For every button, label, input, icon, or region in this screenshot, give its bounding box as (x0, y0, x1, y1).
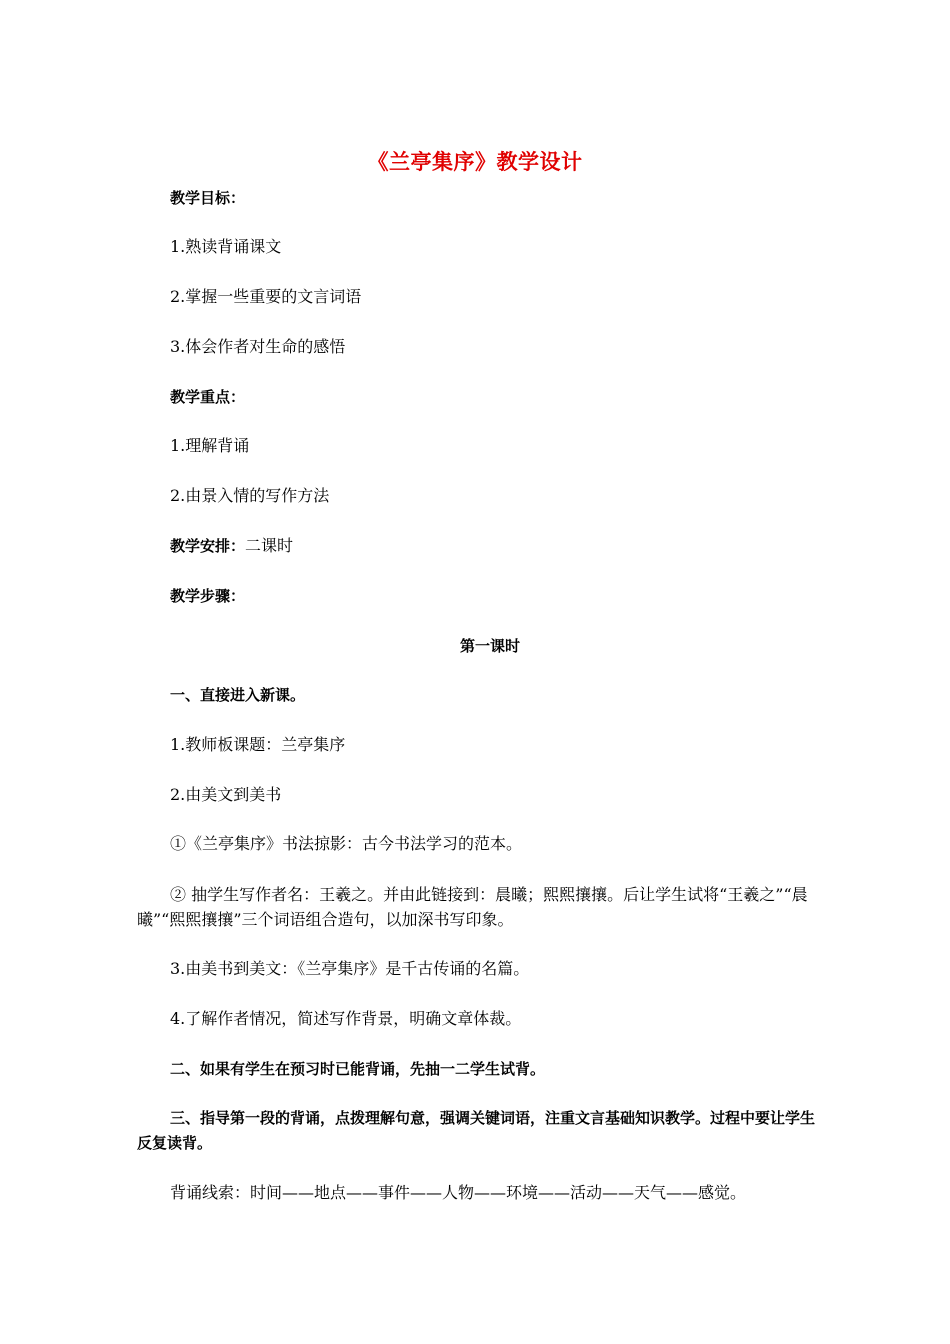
schedule-label: 教学安排： (170, 537, 246, 555)
section1-item-3: ①《兰亭集序》书法掠影：古今书法学习的范本。 (170, 834, 523, 853)
section1-heading: 一、直接进入新课。 (170, 686, 306, 704)
section1-item-2: 2.由美文到美书 (170, 785, 282, 804)
recite-clue: 背诵线索：时间——地点——事件——人物——环境——活动——天气——感觉。 (170, 1183, 747, 1202)
objective-item-1: 1.熟读背诵课文 (170, 237, 282, 256)
section1-item-6: 4.了解作者情况，简述写作背景，明确文章体裁。 (170, 1009, 522, 1028)
section3-paragraph: 三、指导第一段的背诵，点拨理解句意，强调关键词语，注重文言基础知识教学。过程中要让学生反复读背。 (137, 1109, 816, 1152)
schedule-line (170, 535, 293, 557)
section1-item-4: ② 抽学生写作者名：王羲之。并由此链接到：晨曦；熙熙攘攘。后让学生试将“王羲之”“晨曦”“熙熙攘攘”三个词语组合造句，以加深书写印象。 (137, 885, 808, 929)
key-point-item-1: 1.理解背诵 (170, 436, 250, 455)
section2-heading: 二、如果有学生在预习时已能背诵，先抽一二学生试背。 (170, 1060, 546, 1078)
document-title: 《兰亭集序》教学设计 (367, 150, 583, 174)
objective-item-2: 2.掌握一些重要的文言词语 (170, 287, 362, 306)
section1-item-5: 3.由美书到美文：《兰亭集序》是千古传诵的名篇。 (170, 959, 530, 978)
key-points-heading: 教学重点： (170, 388, 246, 406)
section1-item-1: 1.教师板课题：兰亭集序 (170, 735, 346, 754)
steps-heading: 教学步骤： (170, 587, 246, 605)
schedule-value: 二课时 (245, 536, 294, 555)
lesson1-heading: 第一课时 (459, 637, 520, 655)
objectives-heading: 教学目标： (170, 189, 246, 207)
key-point-item-2: 2.由景入情的写作方法 (170, 486, 330, 505)
objective-item-3: 3.体会作者对生命的感悟 (170, 337, 346, 356)
